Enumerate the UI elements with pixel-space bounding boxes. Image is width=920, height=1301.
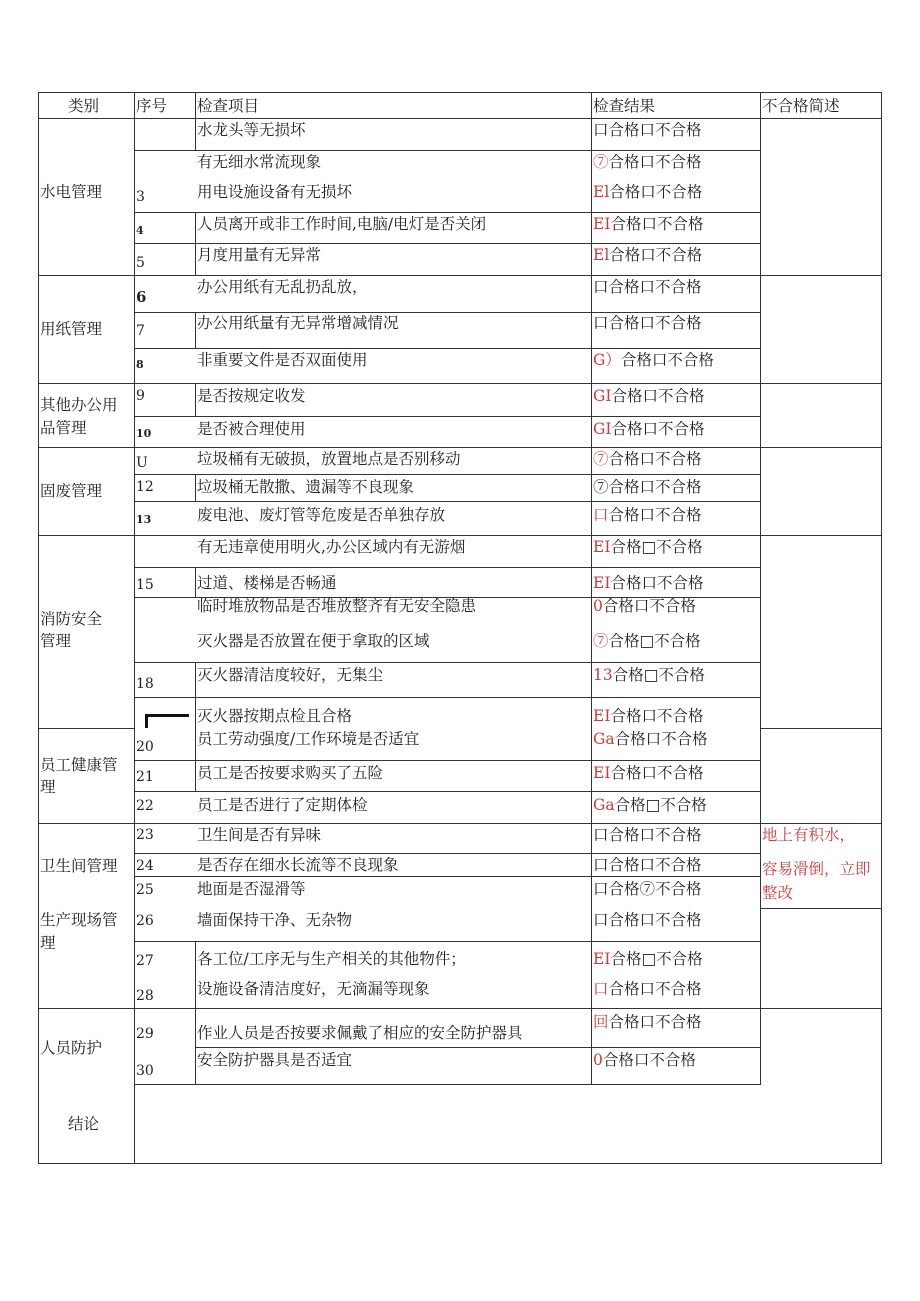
row-divider <box>135 212 760 213</box>
row-divider <box>135 791 760 792</box>
result-mark: 口 <box>593 121 609 139</box>
row-item: 用电设施设备有无损坏 <box>197 183 353 201</box>
row-item: 墙面保持干净、无杂物 <box>197 911 353 929</box>
row-no: 25 <box>136 882 154 898</box>
result-mark: El <box>593 183 610 201</box>
header-item: 检查项目 <box>197 97 260 115</box>
row-result: 口合格口不合格 <box>593 506 702 524</box>
result-mark: 口 <box>593 826 609 844</box>
result-mark: 口 <box>593 314 609 332</box>
row-no: 3 <box>136 189 145 205</box>
row-no: 5 <box>136 255 145 271</box>
row-divider <box>135 567 760 568</box>
row-item: 过道、楼梯是否畅通 <box>197 574 337 592</box>
result-mark: GI <box>593 420 612 438</box>
header-seq: 序号 <box>136 97 168 115</box>
row-result: 口合格口不合格 <box>593 121 702 139</box>
row-item: 是否被合理使用 <box>197 420 306 438</box>
row-item: 设施设备清洁度好，无滴漏等现象 <box>197 980 430 998</box>
row-item: 月度用量有无异常 <box>197 246 322 264</box>
row-no: 10 <box>136 427 152 440</box>
row-divider <box>135 447 882 448</box>
column-divider <box>591 92 592 1085</box>
row-item: 办公用纸量有无异常增减情况 <box>197 314 399 332</box>
row-no: 22 <box>136 798 154 814</box>
result-mark: 0 <box>593 1051 603 1069</box>
row-no: 30 <box>136 1063 154 1079</box>
column-divider <box>195 118 196 150</box>
row-item: 卫生间是否有异味 <box>197 826 322 844</box>
row-divider <box>135 662 760 663</box>
row-item: 灭火器清洁度较好，无集尘 <box>197 666 384 684</box>
conclusion-label: 结论 <box>68 1115 100 1133</box>
bracket-mark <box>145 714 189 717</box>
row-divider <box>135 383 882 384</box>
row-item: 有无违章使用明火,办公区域内有无游烟 <box>197 538 466 556</box>
row-no: 24 <box>136 858 154 874</box>
result-mark: 0 <box>593 597 603 615</box>
result-mark: ⑦ <box>593 632 609 650</box>
row-divider <box>135 1084 760 1085</box>
row-divider <box>135 275 882 276</box>
category-label: 理 <box>40 934 56 952</box>
row-no: 27 <box>136 953 154 969</box>
bracket-mark <box>145 714 148 728</box>
category-divider <box>38 383 135 384</box>
category-divider <box>38 535 135 536</box>
category-divider <box>38 728 135 729</box>
result-mark: 口 <box>593 506 609 524</box>
category-label: 其他办公用 <box>40 396 118 414</box>
row-result: 回合格口不合格 <box>593 1013 702 1031</box>
row-item: 临时堆放物品是否堆放整齐有无安全隐患 <box>197 597 477 615</box>
result-mark: ⑦ <box>593 478 609 496</box>
category-divider <box>38 823 135 824</box>
row-no: 29 <box>136 1026 154 1042</box>
category-label: 卫生间管理 <box>40 857 118 875</box>
result-mark: EI <box>593 707 611 725</box>
category-label: 消防安全 <box>40 610 103 628</box>
row-result: EI合格口不合格 <box>593 215 704 233</box>
row-divider <box>135 243 760 244</box>
result-mark: Ga <box>593 796 615 814</box>
category-label: 理 <box>40 778 56 796</box>
row-divider <box>135 853 760 854</box>
row-result: GI合格口不合格 <box>593 420 705 438</box>
row-divider <box>135 941 760 942</box>
result-mark: Ga <box>593 730 615 748</box>
column-divider <box>195 312 196 348</box>
result-mark: EI <box>593 764 611 782</box>
row-divider <box>135 535 882 536</box>
result-mark: 回 <box>593 1013 609 1031</box>
row-result: EI合格口不合格 <box>593 764 704 782</box>
result-mark: GI <box>593 387 612 405</box>
result-mark: EI <box>593 950 611 968</box>
table-border-right <box>881 92 882 1164</box>
column-divider <box>760 92 761 1085</box>
remark-line: 地上有积水， <box>762 826 856 844</box>
result-mark: ⑦ <box>593 153 609 171</box>
column-divider <box>195 941 196 1084</box>
row-result: EI合格口不合格 <box>593 574 704 592</box>
row-item: 地面是否湿滑等 <box>197 880 306 898</box>
category-divider <box>38 275 135 276</box>
row-result: 0合格口不合格 <box>593 597 696 615</box>
row-item: 灭火器按期点检且合格 <box>197 707 353 725</box>
row-result: Ga合格口不合格 <box>593 730 708 748</box>
row-result: ⑦合格口不合格 <box>593 153 702 171</box>
column-divider <box>195 92 196 118</box>
row-item: 水龙头等无损坏 <box>197 121 306 139</box>
row-no: 9 <box>136 388 145 404</box>
row-item: 员工劳动强度/工作环境是否适宜 <box>197 730 420 748</box>
row-result: Ga合格□不合格 <box>593 796 707 814</box>
row-no: 6 <box>136 288 147 306</box>
row-item: 办公用纸有无乱扔乱放， <box>197 278 368 296</box>
row-result: ⑦合格□不合格 <box>593 632 701 650</box>
row-item: 有无细水常流现象 <box>197 153 322 171</box>
row-divider <box>135 760 760 761</box>
category-label: 员工健康管 <box>40 756 118 774</box>
category-label: 人员防护 <box>40 1039 103 1057</box>
category-divider <box>38 447 135 448</box>
row-divider <box>135 823 882 824</box>
column-divider <box>195 474 196 501</box>
column-divider <box>195 662 196 791</box>
row-divider <box>195 1047 760 1048</box>
column-divider <box>195 212 196 275</box>
row-result: 口合格口不合格 <box>593 856 702 874</box>
row-item: 垃圾桶无散撒、遗漏等不良现象 <box>197 478 415 496</box>
row-result: ⑦合格口不合格 <box>593 478 702 496</box>
row-item: 人员离开或非工作时间,电脑/电灯是否关闭 <box>197 215 487 233</box>
row-no: 28 <box>136 988 154 1004</box>
row-divider <box>760 728 882 729</box>
row-no: 13 <box>136 513 152 526</box>
row-divider <box>135 1008 882 1009</box>
row-no: 7 <box>136 323 145 339</box>
row-item: 灭火器是否放置在便于拿取的区域 <box>197 632 430 650</box>
category-divider <box>38 1008 135 1009</box>
row-no: 23 <box>136 827 154 843</box>
row-divider <box>135 312 760 313</box>
row-item: 废电池、废灯管等危废是否单独存放 <box>197 506 446 524</box>
remark-line: 容易滑倒，立即 <box>762 860 871 878</box>
column-divider <box>134 92 135 1164</box>
row-result: 口合格口不合格 <box>593 980 702 998</box>
row-divider <box>135 348 760 349</box>
header-result: 检查结果 <box>593 97 656 115</box>
row-no: 21 <box>136 769 154 785</box>
table-border-left <box>38 92 39 1164</box>
row-no: 15 <box>136 577 154 593</box>
remark-line: 整改 <box>762 884 794 902</box>
row-item: 作业人员是否按要求佩戴了相应的安全防护器具 <box>197 1024 523 1042</box>
row-item: 垃圾桶有无破损，放置地点是否别移动 <box>197 450 461 468</box>
row-no: 26 <box>136 913 154 929</box>
row-divider <box>135 416 760 417</box>
category-label: 品管理 <box>40 419 87 437</box>
result-mark: 口 <box>593 856 609 874</box>
category-label: 用纸管理 <box>40 320 103 338</box>
table-border-bottom <box>38 1163 882 1164</box>
row-item: 是否存在细水长流等不良现象 <box>197 856 399 874</box>
result-mark: 口 <box>593 980 609 998</box>
row-no: 4 <box>136 224 144 237</box>
row-no: 8 <box>136 358 144 371</box>
row-result: 13合格□不合格 <box>593 666 705 684</box>
row-result: GI合格口不合格 <box>593 387 705 405</box>
row-result: 口合格口不合格 <box>593 314 702 332</box>
row-result: EI合格□不合格 <box>593 538 703 556</box>
result-mark: El <box>593 246 610 264</box>
row-no: 20 <box>136 739 154 755</box>
result-mark: EI <box>593 215 611 233</box>
category-label: 水电管理 <box>40 183 103 201</box>
column-divider <box>195 567 196 597</box>
category-label: 管理 <box>40 632 72 650</box>
row-result: 0合格口不合格 <box>593 1051 696 1069</box>
result-mark: G） <box>593 351 621 369</box>
row-result: El合格口不合格 <box>593 246 703 264</box>
result-mark: 口 <box>593 880 609 898</box>
header-divider <box>38 118 882 119</box>
row-divider <box>135 697 760 698</box>
result-mark: 口 <box>593 278 609 296</box>
result-mark: EI <box>593 574 611 592</box>
row-result: 口合格口不合格 <box>593 826 702 844</box>
row-divider <box>760 908 882 909</box>
row-item: 安全防护器具是否适宜 <box>197 1051 353 1069</box>
row-result: 口合格口不合格 <box>593 278 702 296</box>
header-category: 类别 <box>68 97 100 115</box>
row-item: 非重要文件是否双面使用 <box>197 351 368 369</box>
result-mark: 13 <box>593 666 613 684</box>
result-mark: ⑦ <box>593 450 609 468</box>
row-no: 18 <box>136 676 154 692</box>
row-item: 各工位/工序无与生产相关的其他物件； <box>197 950 466 968</box>
row-result: EI合格口不合格 <box>593 707 704 725</box>
row-divider <box>135 501 760 502</box>
row-item: 员工是否进行了定期体检 <box>197 796 368 814</box>
category-label: 生产现场管 <box>40 911 118 929</box>
category-label: 固废管理 <box>40 482 103 500</box>
row-divider <box>135 876 760 877</box>
row-result: G）合格口不合格 <box>593 351 714 369</box>
column-divider <box>195 383 196 416</box>
row-result: ⑦合格口不合格 <box>593 450 702 468</box>
header-reason: 不合格简述 <box>762 97 840 115</box>
row-no: U <box>136 455 148 471</box>
row-item: 员工是否按要求购买了五险 <box>197 764 384 782</box>
row-divider <box>135 474 760 475</box>
table-border-top <box>38 92 882 93</box>
row-result: EI合格□不合格 <box>593 950 703 968</box>
row-result: 口合格口不合格 <box>593 911 702 929</box>
result-mark: 口 <box>593 911 609 929</box>
result-mark: EI <box>593 538 611 556</box>
row-item: 是否按规定收发 <box>197 387 306 405</box>
row-no: 12 <box>136 479 154 495</box>
row-result: 口合格⑦不合格 <box>593 880 702 898</box>
row-result: El合格口不合格 <box>593 183 703 201</box>
row-divider <box>135 150 760 151</box>
